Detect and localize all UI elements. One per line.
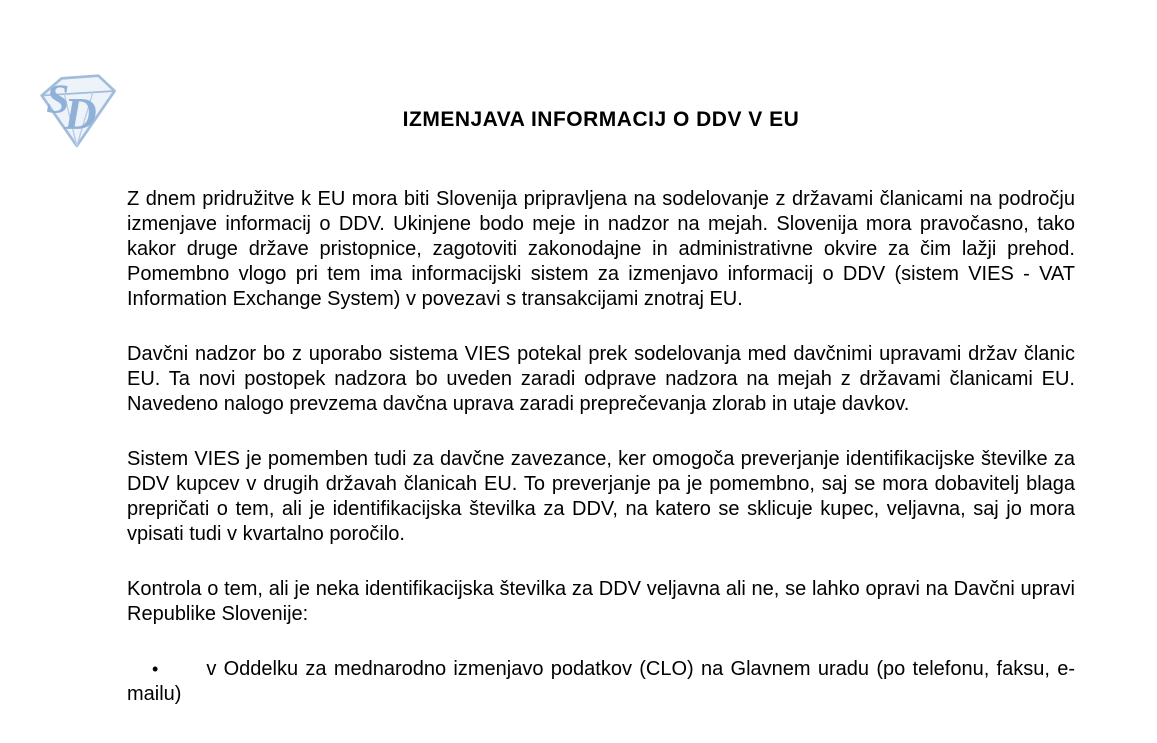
paragraph-1: Z dnem pridružitve k EU mora biti Slovenija pripravljena na sodelovanje z državami članicami na področju izmenjave informacij o DDV. Ukinjene bodo meje in nadzor na mejah. Slovenija mora pravočasno, tako kakor druge države pristopnice, zagotoviti zakonodajne in administrativne okvire za čim lažji prehod. Pomembno vlogo pri tem ima informacijski sistem za izmenjavo informacij o DDV (sistem VIES - VAT Information Exchange System) v povezavi s transakcijami znotraj EU. — [127, 188, 1075, 310]
bullet-item — [127, 657, 1075, 707]
paragraph-2: Davčni nadzor bo z uporabo sistema VIES potekal prek sodelovanja med davčnimi upravami držav članic EU. Ta novi postopek nadzora bo uveden zaradi odprave nadzora na mejah z državami članicami EU. Navedeno nalogo prevzema davčna uprava zaradi preprečevanja zlorab in utaje davkov. — [127, 343, 1075, 415]
bullet-marker: • — [152, 659, 159, 679]
logo-letter-s: S — [46, 75, 70, 122]
logo-letter-d: D — [64, 88, 97, 139]
bullet-text: v Oddelku za mednarodno izmenjavo podatkov (CLO) na Glavnem uradu (po telefonu, faksu, e-mailu) — [127, 658, 1075, 705]
document-title: IZMENJAVA INFORMACIJ O DDV V EU — [402, 108, 800, 131]
sd-diamond-logo-icon — [30, 64, 120, 154]
paragraph-3: Sistem VIES je pomemben tudi za davčne zavezance, ker omogoča preverjanje identifikacijske številke za DDV kupcev v drugih državah članicah EU. To preverjanje pa je pomembno, saj se mora dobavitelj blaga prepričati o tem, ali je identifikacijska številka za DDV, na katero se sklicuje kupec, veljavna, saj jo mora vpisati tudi v kvartalno poročilo. — [127, 448, 1075, 545]
paragraph-4: Kontrola o tem, ali je neka identifikacijska številka za DDV veljavna ali ne, se lahko opravi na Davčni upravi Republike Slovenije: — [127, 578, 1075, 625]
